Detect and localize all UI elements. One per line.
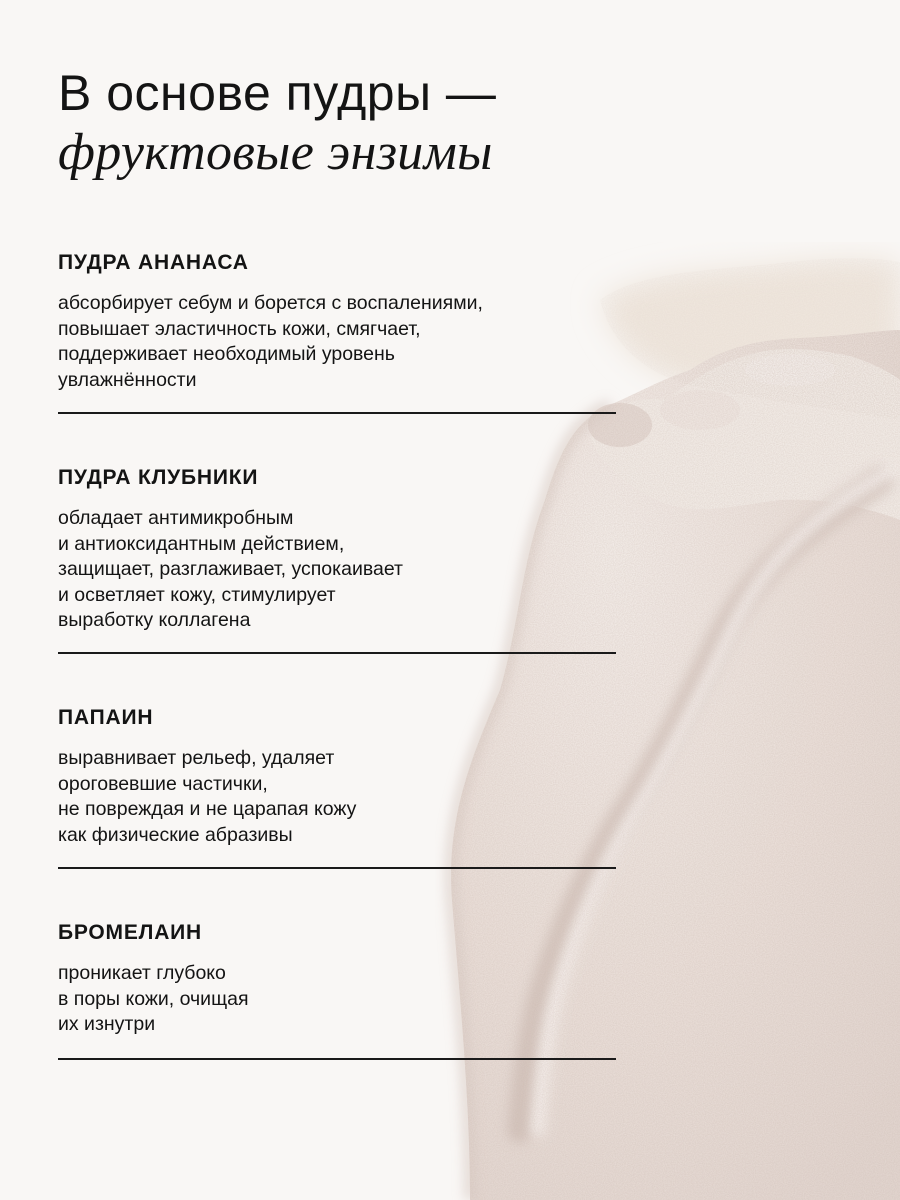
section-title: ПАПАИН — [58, 706, 154, 729]
description-line: увлажнённости — [58, 368, 197, 391]
description-line: как физические абразивы — [58, 823, 293, 846]
section-description — [58, 961, 616, 1038]
section-title: ПУДРА АНАНАСА — [58, 251, 249, 274]
section-divider — [58, 412, 616, 414]
description-line: защищает, разглаживает, успокаивает — [58, 558, 403, 580]
description-line: не повреждая и не царапая кожу — [58, 798, 357, 820]
section-description — [58, 506, 616, 634]
page-headline — [58, 62, 618, 182]
section-title: ПУДРА КЛУБНИКИ — [58, 466, 259, 489]
ingredient-section-papain — [58, 705, 616, 848]
section-divider — [58, 867, 616, 869]
description-line: и антиоксидантным действием, — [58, 532, 345, 555]
description-line: обладает антимикробным — [58, 507, 294, 529]
ingredient-section-strawberry — [58, 465, 616, 634]
description-line: повышает эластичность кожи, смягчает, — [58, 317, 421, 340]
description-line: и осветляет кожу, стимулирует — [58, 583, 336, 606]
ingredient-section-bromelain — [58, 920, 616, 1038]
description-line: в поры кожи, очищая — [58, 987, 249, 1010]
section-description — [58, 291, 616, 393]
headline-line-2: фруктовые энзимы — [58, 124, 493, 181]
description-line: выработку коллагена — [58, 609, 251, 631]
ingredient-section-pineapple — [58, 250, 616, 393]
description-line: выравнивает рельеф, удаляет — [58, 747, 335, 769]
section-divider — [58, 652, 616, 654]
description-line: проникает глубоко — [58, 962, 226, 984]
description-line: абсорбирует себум и борется с воспалениями, — [58, 292, 483, 314]
section-title: БРОМЕЛАИН — [58, 921, 203, 944]
description-line: поддерживает необходимый уровень — [58, 343, 395, 365]
description-line: их изнутри — [58, 1013, 156, 1035]
section-divider — [58, 1058, 616, 1060]
headline-line-1: В основе пудры — — [58, 65, 497, 121]
section-description — [58, 746, 616, 848]
description-line: ороговевшие частички, — [58, 772, 268, 795]
